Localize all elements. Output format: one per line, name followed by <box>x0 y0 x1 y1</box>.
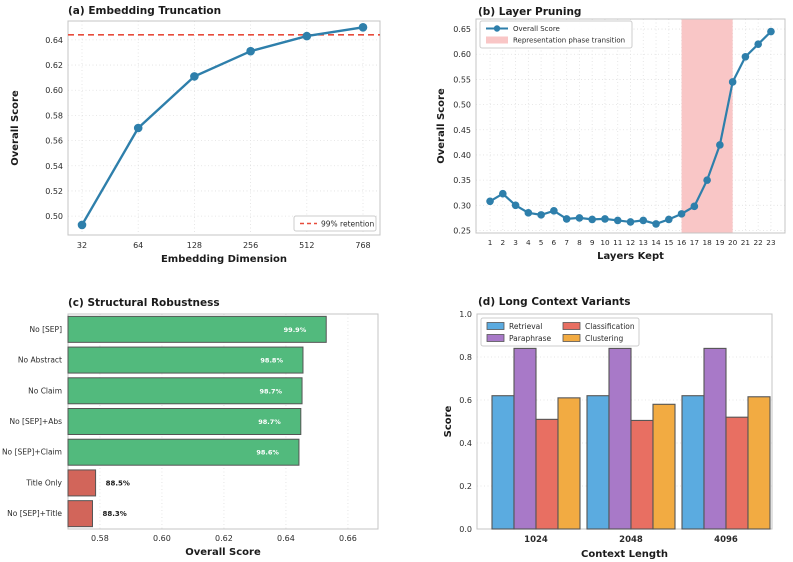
legend-marker-swatch <box>494 25 500 31</box>
category-label: No Claim <box>28 386 62 396</box>
data-point <box>563 215 571 223</box>
bar-Classification-2048 <box>631 420 653 529</box>
y-tick-label: 0.40 <box>453 150 471 160</box>
bar-Paraphrase-1024 <box>514 348 536 529</box>
y-tick-label: 0.30 <box>453 201 471 211</box>
panel-structural-robustness <box>0 281 396 562</box>
data-point <box>767 28 775 36</box>
x-axis-label: Layers Kept <box>597 251 664 262</box>
data-point <box>303 32 312 41</box>
y-tick-label: 0.4 <box>459 439 472 448</box>
bar-Clustering-4096 <box>748 397 770 529</box>
data-point <box>678 210 686 218</box>
x-tick-label: 21 <box>740 238 751 247</box>
bar-Retrieval-2048 <box>587 396 609 529</box>
legend-label: Overall Score <box>513 25 560 33</box>
data-point <box>134 124 143 133</box>
x-tick-label: 768 <box>355 241 371 250</box>
panel-long-context-variants <box>396 281 792 562</box>
y-tick-label: 1.0 <box>459 310 472 319</box>
structural-robustness-chart <box>0 281 396 562</box>
category-label: No [SEP]+Abs <box>9 417 62 426</box>
panel-a-title: (a) Embedding Truncation <box>68 5 222 17</box>
data-point <box>665 216 673 224</box>
score-line <box>82 27 363 225</box>
bar-Clustering-1024 <box>558 398 580 529</box>
x-tick-label: 18 <box>702 238 712 247</box>
bar-Paraphrase-2048 <box>609 348 631 529</box>
long-context-variants-chart <box>396 281 792 562</box>
data-point <box>729 78 737 86</box>
x-tick-label: 128 <box>186 241 203 250</box>
legend-label: Paraphrase <box>509 334 552 343</box>
category-label: No [SEP]+Claim <box>1 447 62 457</box>
category-label: No Abstract <box>17 355 62 365</box>
x-tick-label: 4 <box>526 238 531 247</box>
x-tick-label: 15 <box>664 238 674 247</box>
x-tick-label: 8 <box>577 238 582 247</box>
bar-Title Only <box>68 470 96 496</box>
x-tick-label: 16 <box>676 238 687 247</box>
category-label: No [SEP] <box>29 324 62 334</box>
x-tick-label: 0.62 <box>215 534 233 543</box>
data-point <box>614 217 622 225</box>
y-tick-label: 0.60 <box>45 86 63 96</box>
panel-layer-pruning <box>396 0 792 281</box>
x-tick-label: 12 <box>625 238 636 247</box>
bar-value-label: 98.6% <box>256 448 279 457</box>
y-tick-label: 0.8 <box>459 353 472 362</box>
y-tick-label: 0.50 <box>45 212 63 222</box>
legend-label: Classification <box>585 322 635 331</box>
data-point <box>190 72 199 81</box>
bar-value-label: 98.7% <box>258 418 281 426</box>
y-tick-label: 0.62 <box>45 61 63 71</box>
y-tick-label: 0.64 <box>45 35 63 45</box>
x-tick-label: 0.58 <box>91 534 109 543</box>
bar-No [SEP]+Title <box>68 501 92 527</box>
phase-transition-span <box>682 19 733 233</box>
y-tick-label: 0.56 <box>45 136 63 146</box>
y-tick-label: 0.50 <box>453 100 471 110</box>
x-tick-label: 22 <box>753 238 763 247</box>
x-tick-label: 9 <box>589 238 595 247</box>
y-tick-label: 0.6 <box>459 396 472 405</box>
data-point <box>512 202 520 210</box>
data-point <box>550 207 558 215</box>
y-axis-label: Score <box>443 405 454 438</box>
x-tick-label: 3 <box>513 238 518 247</box>
x-tick-label: 2048 <box>619 535 643 545</box>
panel-d-title: (d) Long Context Variants <box>478 296 631 308</box>
y-tick-label: 0.35 <box>453 176 471 186</box>
x-tick-label: 17 <box>689 238 699 247</box>
category-label: Title Only <box>26 478 62 488</box>
embedding-truncation-chart <box>0 0 396 281</box>
legend-swatch-Retrieval <box>487 323 504 330</box>
data-point <box>754 40 762 48</box>
bar-value-label: 98.7% <box>259 387 283 396</box>
x-axis-label: Overall Score <box>185 547 261 558</box>
data-point <box>639 217 647 225</box>
legend-label: 99% retention <box>321 219 375 229</box>
legend-label: Retrieval <box>509 322 543 331</box>
data-point <box>742 53 750 61</box>
x-tick-label: 10 <box>600 238 610 247</box>
y-tick-label: 0.54 <box>45 161 63 171</box>
x-tick-label: 6 <box>551 238 557 247</box>
bar-Clustering-2048 <box>653 404 675 529</box>
x-tick-label: 512 <box>299 241 315 250</box>
data-point <box>246 47 255 56</box>
data-point <box>691 203 699 211</box>
data-point <box>588 216 596 224</box>
x-axis-label: Context Length <box>581 549 668 560</box>
y-tick-label: 0.2 <box>459 482 472 491</box>
y-tick-label: 0.55 <box>453 75 471 85</box>
data-point <box>652 220 660 228</box>
data-point <box>78 221 87 230</box>
legend-label: Clustering <box>585 334 624 343</box>
axes-frame <box>68 21 380 235</box>
x-tick-label: 13 <box>638 238 648 247</box>
data-point <box>703 176 711 184</box>
x-tick-label: 1 <box>487 238 493 247</box>
x-tick-label: 11 <box>613 238 623 247</box>
y-tick-label: 0.60 <box>453 50 471 60</box>
x-tick-label: 32 <box>76 241 88 250</box>
x-tick-label: 1024 <box>524 535 548 545</box>
legend-swatch-Paraphrase <box>487 335 504 342</box>
x-tick-label: 20 <box>728 238 738 247</box>
layer-pruning-chart <box>396 0 792 281</box>
panel-b-title: (b) Layer Pruning <box>478 6 582 18</box>
x-tick-label: 7 <box>564 238 569 247</box>
y-tick-label: 0.45 <box>453 125 471 135</box>
bar-Classification-1024 <box>536 419 558 529</box>
data-point <box>486 197 494 205</box>
bar-Paraphrase-4096 <box>704 348 726 529</box>
legend-label: Representation phase transition <box>513 36 626 45</box>
x-tick-label: 14 <box>651 238 661 247</box>
x-tick-label: 256 <box>242 241 259 250</box>
x-axis-label: Embedding Dimension <box>160 254 288 265</box>
bar-Retrieval-4096 <box>682 396 704 529</box>
y-axis-label: Overall Score <box>10 90 21 166</box>
data-point <box>537 211 545 219</box>
y-tick-label: 0.25 <box>453 226 471 236</box>
x-tick-label: 4096 <box>714 535 738 545</box>
x-tick-label: 5 <box>538 238 544 247</box>
x-tick-label: 0.60 <box>153 534 171 543</box>
y-tick-label: 0.58 <box>45 111 63 121</box>
bar-Classification-4096 <box>726 417 748 529</box>
data-point <box>499 190 507 198</box>
data-point <box>601 215 609 223</box>
y-tick-label: 0.52 <box>45 186 63 196</box>
x-tick-label: 23 <box>766 238 776 247</box>
legend-swatch-Clustering <box>563 335 580 342</box>
x-tick-label: 0.64 <box>277 534 295 543</box>
x-tick-label: 64 <box>133 241 144 250</box>
legend-patch-swatch <box>486 37 508 44</box>
bar-Retrieval-1024 <box>492 396 514 529</box>
panel-embedding-truncation <box>0 0 396 281</box>
data-point <box>627 218 635 226</box>
x-tick-label: 2 <box>500 238 506 247</box>
legend-swatch-Classification <box>563 323 580 330</box>
x-tick-label: 0.66 <box>339 534 357 543</box>
data-point <box>525 209 533 217</box>
panel-c-title: (c) Structural Robustness <box>68 297 220 309</box>
data-point <box>716 141 724 149</box>
y-axis-label: Overall Score <box>436 88 447 164</box>
data-point <box>359 23 368 32</box>
category-label: No [SEP]+Title <box>7 509 62 519</box>
y-tick-label: 0.65 <box>453 25 471 35</box>
bar-value-label: 88.5% <box>105 479 130 488</box>
bar-value-label: 98.8% <box>260 356 283 365</box>
bar-value-label: 99.9% <box>283 325 307 334</box>
bar-value-label: 88.3% <box>102 510 127 519</box>
data-point <box>576 214 584 222</box>
y-tick-label: 0.0 <box>459 525 472 534</box>
x-tick-label: 19 <box>715 238 725 247</box>
